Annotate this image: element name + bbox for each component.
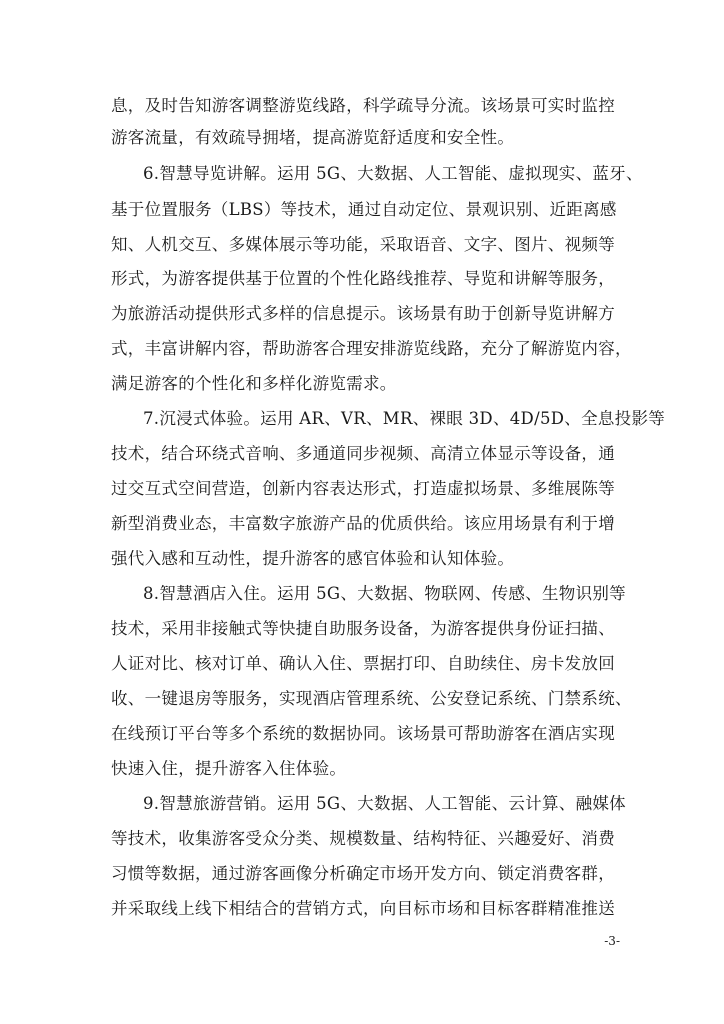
text-line: 习惯等数据，通过游客画像分析确定市场开发方向、锁定消费客群， <box>111 864 615 883</box>
text-line: 为旅游活动提供形式多样的信息提示。该场景有助于创新导览讲解方 <box>111 304 615 323</box>
text-line: 并采取线上线下相结合的营销方式，向目标市场和目标客群精准推送 <box>111 899 615 918</box>
text-line: 息，及时告知游客调整游览线路，科学疏导分流。该场景可实时监控 <box>111 96 615 115</box>
text-line: 快速入住，提升游客入住体验。 <box>111 759 347 778</box>
text-line: 过交互式空间营造，创新内容表达形式，打造虚拟场景、多维展陈等 <box>111 479 615 498</box>
text-line: 技术，采用非接触式等快捷自助服务设备，为游客提供身份证扫描、 <box>111 619 615 638</box>
text-line: 等技术，收集游客受众分类、规模数量、结构特征、兴趣爱好、消费 <box>111 829 615 848</box>
text-line: 收、一键退房等服务，实现酒店管理系统、公安登记系统、门禁系统、 <box>111 689 632 708</box>
text-line: 新型消费业态，丰富数字旅游产品的优质供给。该应用场景有利于增 <box>111 514 615 533</box>
text-line: 基于位置服务（LBS）等技术，通过自动定位、景观识别、近距离感 <box>111 200 617 219</box>
paragraph-heading-line: 7.沉浸式体验。运用 AR、VR、MR、裸眼 3D、4D/5D、全息投影等 <box>143 409 666 428</box>
text-line: 强代入感和互动性，提升游客的感官体验和认知体验。 <box>111 549 515 568</box>
text-line: 游客流量，有效疏导拥堵，提高游览舒适度和安全性。 <box>111 128 515 147</box>
text-line: 形式，为游客提供基于位置的个性化路线推荐、导览和讲解等服务， <box>111 269 615 288</box>
paragraph-heading-line: 9.智慧旅游营销。运用 5G、大数据、人工智能、云计算、融媒体 <box>143 794 626 813</box>
text-line: 在线预订平台等多个系统的数据协同。该场景可帮助游客在酒店实现 <box>111 724 615 743</box>
paragraph-heading-line: 8.智慧酒店入住。运用 5G、大数据、物联网、传感、生物识别等 <box>143 584 626 603</box>
paragraph-heading-line: 6.智慧导览讲解。运用 5G、大数据、人工智能、虚拟现实、蓝牙、 <box>143 164 643 183</box>
text-line: 知、人机交互、多媒体展示等功能，采取语音、文字、图片、视频等 <box>111 235 615 254</box>
text-line: 式，丰富讲解内容，帮助游客合理安排游览线路，充分了解游览内容， <box>111 339 632 358</box>
text-line: 技术，结合环绕式音响、多通道同步视频、高清立体显示等设备，通 <box>111 444 615 463</box>
text-line: 满足游客的个性化和多样化游览需求。 <box>111 374 397 393</box>
page-number: -3- <box>604 934 620 948</box>
text-line: 人证对比、核对订单、确认入住、票据打印、自助续住、房卡发放回 <box>111 654 615 673</box>
